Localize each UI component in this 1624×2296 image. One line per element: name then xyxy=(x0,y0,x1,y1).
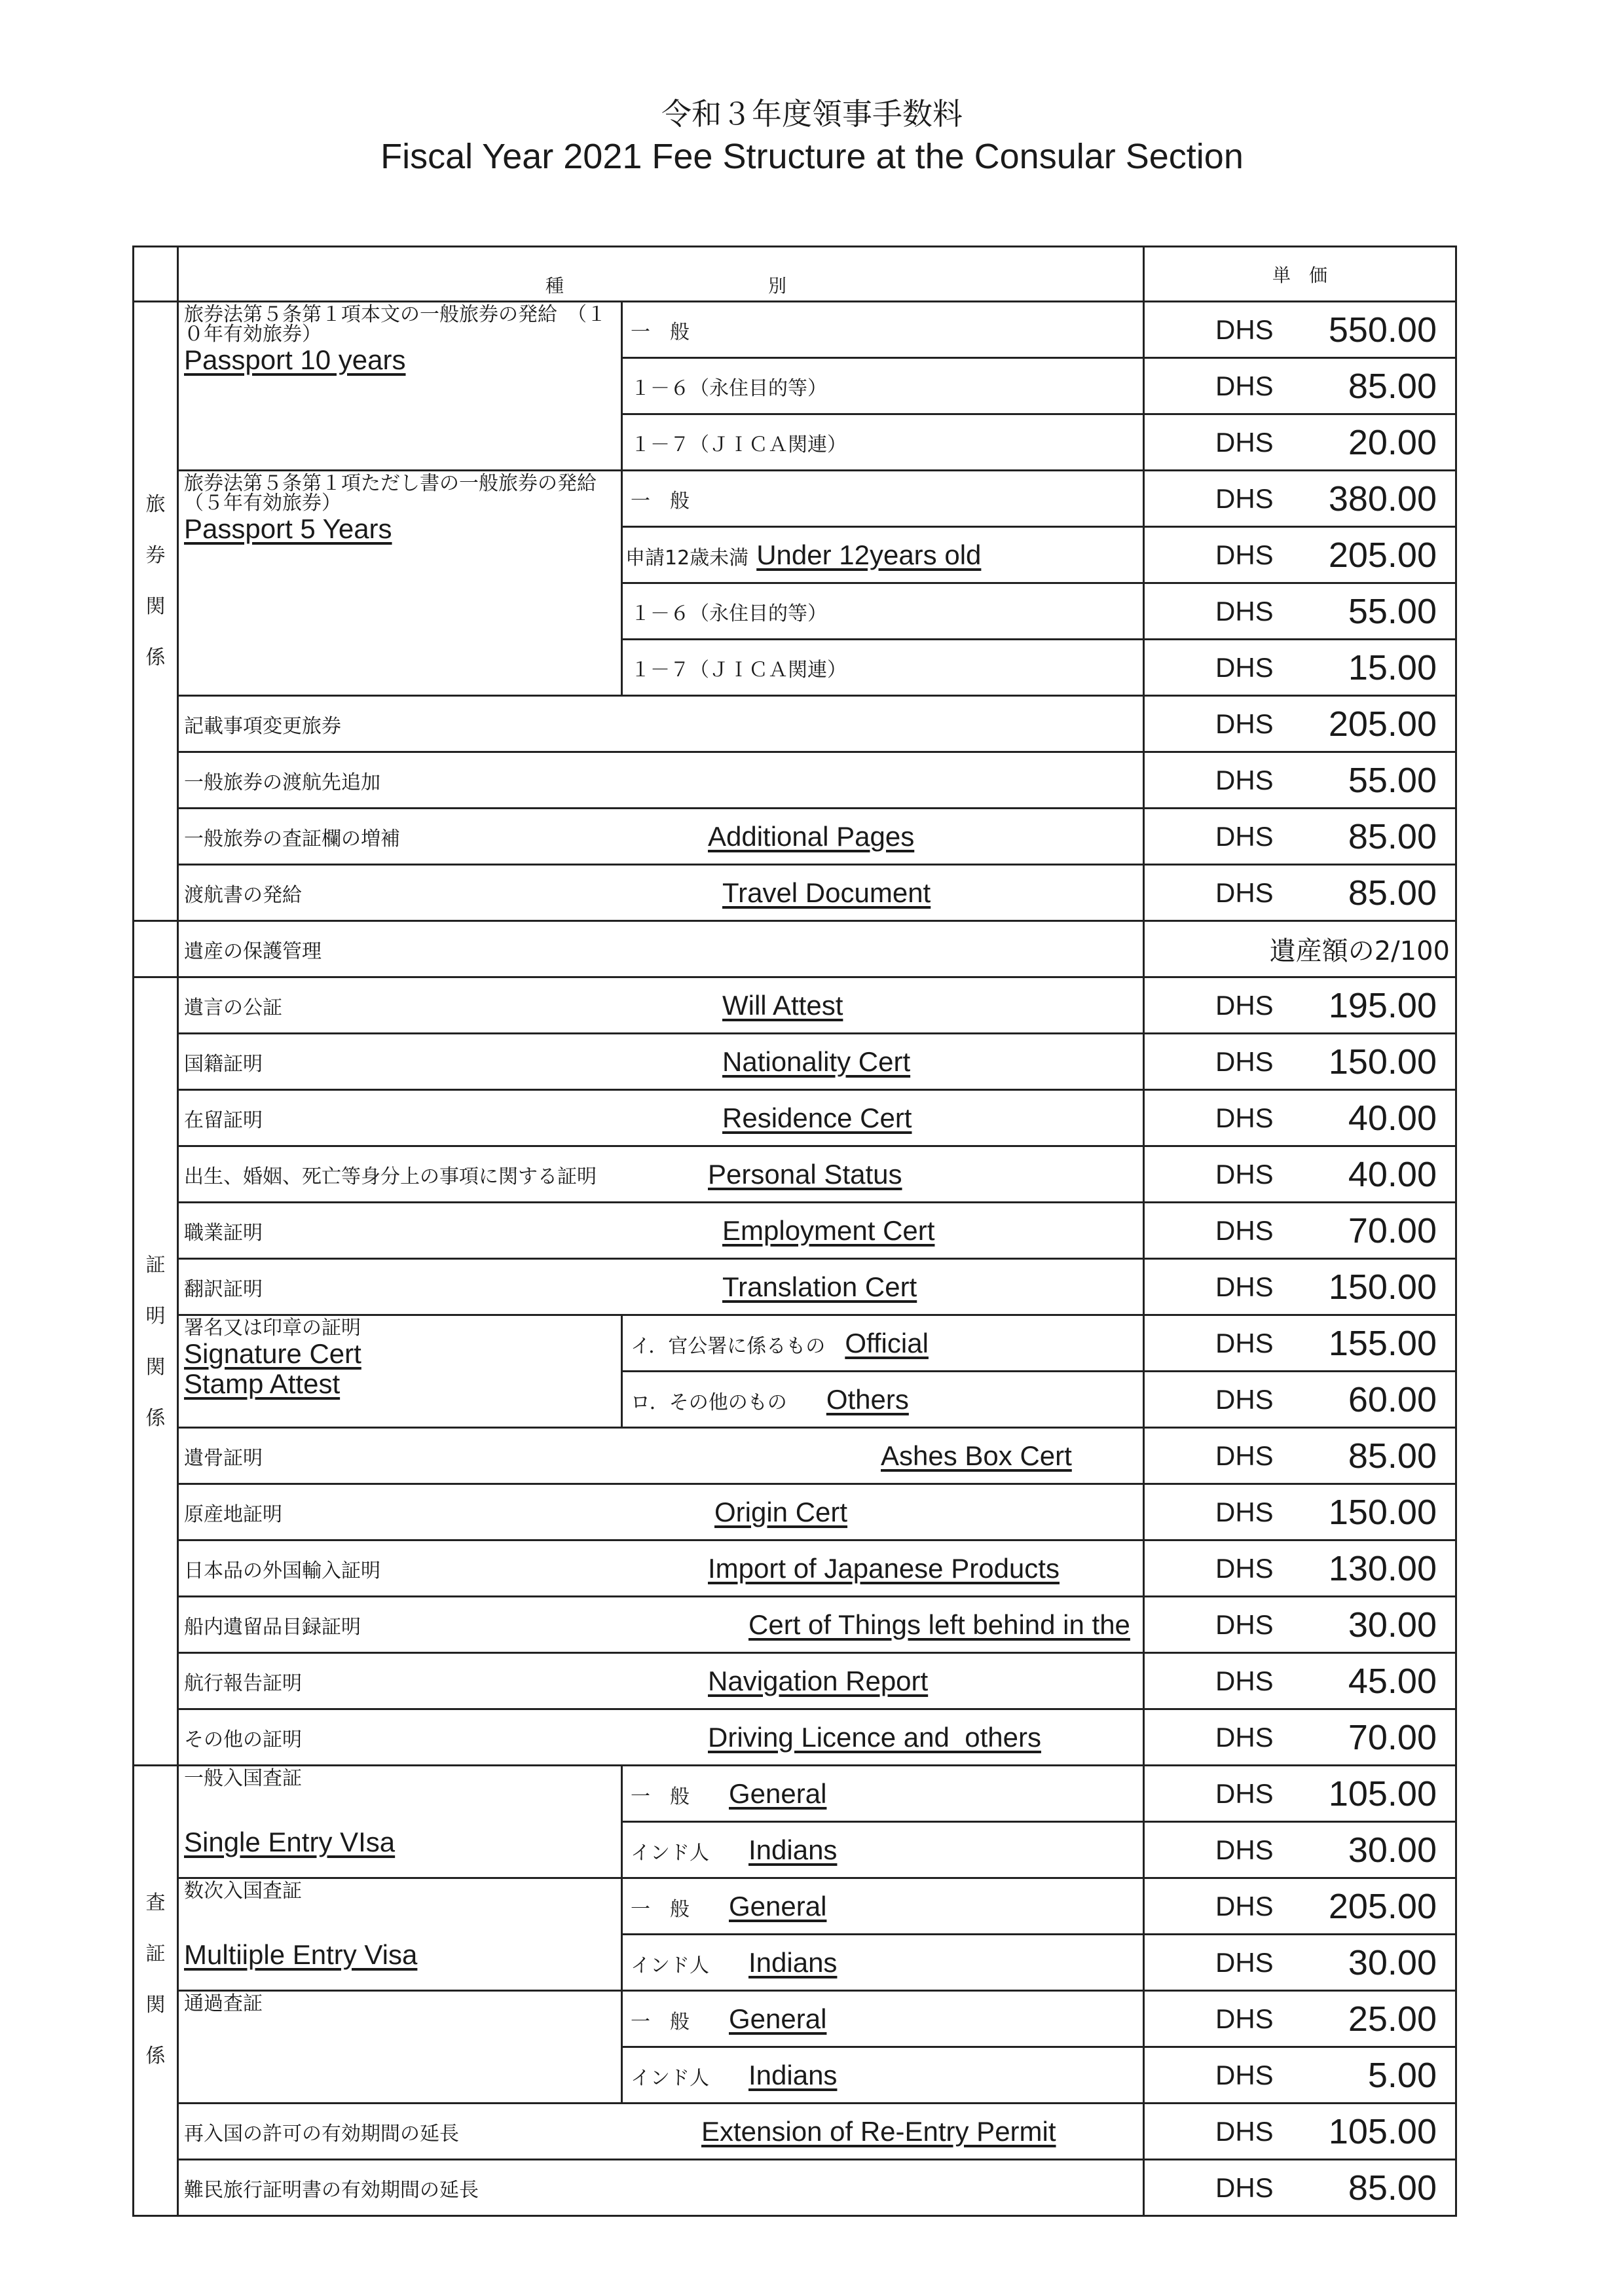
sub-jp: 一 般 xyxy=(631,1785,690,1808)
sub-jp: 申請12歳未満 xyxy=(625,546,749,570)
price-cell xyxy=(1144,1935,1456,1991)
table-row xyxy=(134,1259,1456,1315)
table-row xyxy=(134,1709,1456,1766)
price-cell xyxy=(1144,302,1456,358)
price-amount: 55.00 xyxy=(1348,591,1437,631)
item-jp: 一般旅券の査証欄の増補 xyxy=(184,827,400,850)
currency-label: DHS xyxy=(1215,708,1274,739)
currency-label: DHS xyxy=(1215,595,1274,627)
item-jp: 航行報告証明 xyxy=(184,1671,302,1695)
table-row xyxy=(134,921,1456,977)
reentry-item xyxy=(178,2104,1144,2160)
table-row xyxy=(134,696,1456,752)
cert-item xyxy=(178,1653,1144,1709)
price-cell xyxy=(1144,1090,1456,1146)
table-row xyxy=(134,1203,1456,1259)
price-amount: 85.00 xyxy=(1348,873,1437,913)
price-amount: 30.00 xyxy=(1348,1830,1437,1870)
group-char: 係 xyxy=(145,646,166,669)
group-label-visa xyxy=(134,1766,178,2216)
currency-label: DHS xyxy=(1215,1158,1274,1190)
visa-sub xyxy=(622,2047,1144,2104)
price-cell xyxy=(1144,1203,1456,1259)
sub-en: General xyxy=(729,2003,827,2034)
price-amount: 45.00 xyxy=(1348,1661,1437,1701)
cert-item xyxy=(178,1203,1144,1259)
passport-other-item: 記載事項変更旅券 xyxy=(178,696,1144,752)
header-corner xyxy=(134,247,178,302)
table-row xyxy=(134,1766,1456,1822)
currency-label: DHS xyxy=(1215,764,1274,795)
visa-jp: 通過査証 xyxy=(184,1992,263,2015)
table-row xyxy=(134,1878,1456,1935)
sub-jp: インド人 xyxy=(631,1841,709,1865)
cert-item xyxy=(178,1259,1144,1315)
price-amount: 60.00 xyxy=(1348,1379,1437,1419)
price-amount: 25.00 xyxy=(1348,1999,1437,2039)
price-amount: 70.00 xyxy=(1348,1211,1437,1250)
currency-label: DHS xyxy=(1215,1721,1274,1753)
table-row xyxy=(134,471,1456,527)
group-char: 関 xyxy=(145,1356,166,1379)
visa-jp: 数次入国査証 xyxy=(184,1880,302,1903)
item-jp: 職業証明 xyxy=(184,1221,263,1245)
item-en: Translation Cert xyxy=(722,1271,917,1302)
currency-label: DHS xyxy=(1215,651,1274,683)
currency-label: DHS xyxy=(1215,1890,1274,1922)
item-jp: 再入国の許可の有効期間の延長 xyxy=(184,2122,459,2145)
price-cell xyxy=(1144,977,1456,1034)
price-cell xyxy=(1144,2160,1456,2216)
item-jp: その他の証明 xyxy=(184,1728,302,1751)
cert-item xyxy=(178,1484,1144,1540)
table-row xyxy=(134,865,1456,921)
passport5-item xyxy=(178,471,655,696)
passport-other-item xyxy=(178,809,1144,865)
price-cell xyxy=(1144,1315,1456,1372)
visa-item xyxy=(178,1766,622,1878)
sub-jp: インド人 xyxy=(631,1954,709,1977)
item-jp: 遺骨証明 xyxy=(184,1446,263,1470)
price-cell xyxy=(1144,1653,1456,1709)
currency-label: DHS xyxy=(1215,370,1274,401)
passport10-item xyxy=(178,302,622,471)
item-en: Nationality Cert xyxy=(722,1046,911,1077)
price-cell xyxy=(1144,1991,1456,2047)
price-cell xyxy=(1144,1766,1456,1822)
passport5-jp: 旅券法第５条第１項ただし書の一般旅券の発給 （５年有効旅券） xyxy=(184,472,655,515)
sub-en: Indians xyxy=(748,1834,838,1865)
table-row xyxy=(134,1653,1456,1709)
price-amount: 205.00 xyxy=(1328,1886,1437,1926)
currency-label: DHS xyxy=(1215,1214,1274,1246)
group-char: 明 xyxy=(145,1305,166,1328)
group-label-empty xyxy=(134,921,178,977)
price-cell xyxy=(1144,865,1456,921)
table-row xyxy=(134,1146,1456,1203)
price-amount: 30.00 xyxy=(1348,1942,1437,1982)
sub-jp: インド人 xyxy=(631,2066,709,2090)
price-amount: 85.00 xyxy=(1348,2168,1437,2208)
price-amount: 55.00 xyxy=(1348,760,1437,800)
table-row xyxy=(134,302,1456,358)
currency-label: DHS xyxy=(1215,989,1274,1021)
currency-label: DHS xyxy=(1215,1665,1274,1696)
currency-label: DHS xyxy=(1215,2115,1274,2147)
sub-jp: 一 般 xyxy=(631,489,690,513)
passport10-sub: １－７（ＪＩＣＡ関連） xyxy=(622,414,1144,471)
item-jp: 原産地証明 xyxy=(184,1503,282,1526)
price-cell xyxy=(1144,414,1456,471)
price-amount: 85.00 xyxy=(1348,816,1437,856)
signature-item xyxy=(178,1315,622,1428)
sub-en: Under 12years old xyxy=(756,539,982,570)
price-amount: 205.00 xyxy=(1328,535,1437,575)
table-row xyxy=(134,752,1456,809)
price-cell xyxy=(1144,1709,1456,1766)
price-cell xyxy=(1144,809,1456,865)
price-amount: 85.00 xyxy=(1348,1436,1437,1476)
table-row xyxy=(134,1540,1456,1597)
price-amount: 150.00 xyxy=(1328,1042,1437,1082)
table-row xyxy=(134,1597,1456,1653)
item-en: Cert of Things left behind in the xyxy=(748,1609,1130,1640)
price-cell xyxy=(1144,752,1456,809)
price-amount: 195.00 xyxy=(1328,985,1437,1025)
price-cell xyxy=(1144,1146,1456,1203)
price-amount: 380.00 xyxy=(1328,479,1437,519)
currency-label: DHS xyxy=(1215,483,1274,514)
price-cell xyxy=(1144,1484,1456,1540)
price-cell xyxy=(1144,1822,1456,1878)
item-en: Employment Cert xyxy=(722,1214,935,1246)
item-jp: 在留証明 xyxy=(184,1108,263,1132)
sub-jp: ロ．その他のもの xyxy=(631,1391,787,1414)
group-char: 券 xyxy=(145,544,166,567)
price-amount: 40.00 xyxy=(1348,1098,1437,1138)
currency-label: DHS xyxy=(1215,1102,1274,1133)
passport-other-item: 一般旅券の渡航先追加 xyxy=(178,752,1144,809)
price-cell xyxy=(1144,2047,1456,2104)
item-en: Personal Status xyxy=(708,1158,902,1190)
currency-label: DHS xyxy=(1215,1271,1274,1302)
signature-en1: Signature Cert xyxy=(184,1338,361,1369)
currency-label: DHS xyxy=(1215,877,1274,908)
sub-jp: 一 般 xyxy=(631,1897,690,1921)
item-jp: 出生、婚姻、死亡等身分上の事項に関する証明 xyxy=(184,1165,597,1188)
visa-en: Multiiple Entry Visa xyxy=(184,1939,418,1970)
price-cell xyxy=(1144,1034,1456,1090)
table-row xyxy=(134,1090,1456,1146)
passport5-sub xyxy=(622,583,1144,640)
currency-label: DHS xyxy=(1215,2059,1274,2090)
group-char: 係 xyxy=(145,1407,166,1430)
sub-en: Official xyxy=(845,1327,929,1358)
visa-sub xyxy=(622,1878,1144,1935)
passport10-sub: 一 般 xyxy=(622,302,1144,358)
item-jp: 船内遺留品目録証明 xyxy=(184,1615,361,1639)
table-row xyxy=(134,1484,1456,1540)
item-en: Extension of Re-Entry Permit xyxy=(701,2115,1056,2147)
group-char: 係 xyxy=(145,2045,166,2068)
estate-value: 遺産額の2/100 xyxy=(1144,921,1456,977)
visa-en: Single Entry VIsa xyxy=(184,1827,396,1857)
currency-label: DHS xyxy=(1215,1834,1274,1865)
price-amount: 155.00 xyxy=(1328,1323,1437,1363)
table-header-row xyxy=(134,247,1456,302)
item-en: Ashes Box Cert xyxy=(881,1440,1072,1471)
price-cell xyxy=(1144,527,1456,583)
price-cell xyxy=(1144,2104,1456,2160)
currency-label: DHS xyxy=(1215,1552,1274,1584)
header-kind xyxy=(178,247,1144,302)
sub-jp: １－７（ＪＩＣＡ関連） xyxy=(631,658,847,682)
item-en: Residence Cert xyxy=(722,1102,912,1133)
table-row xyxy=(134,1034,1456,1090)
currency-label: DHS xyxy=(1215,2172,1274,2203)
sub-en: General xyxy=(729,1890,827,1922)
passport10-en: Passport 10 years xyxy=(184,344,406,375)
document-title-en: Fiscal Year 2021 Fee Structure at the Consular Section xyxy=(380,137,1244,176)
refugee-item: 難民旅行証明書の有効期間の延長 xyxy=(178,2160,1144,2216)
table-row xyxy=(134,1315,1456,1372)
cert-item xyxy=(178,1428,1144,1484)
cert-item xyxy=(178,1540,1144,1597)
currency-label: DHS xyxy=(1215,539,1274,570)
currency-label: DHS xyxy=(1215,820,1274,852)
visa-sub xyxy=(622,1991,1144,2047)
price-amount: 15.00 xyxy=(1348,647,1437,687)
item-jp: 遺言の公証 xyxy=(184,996,282,1019)
item-en: Navigation Report xyxy=(708,1665,929,1696)
price-cell xyxy=(1144,640,1456,696)
item-en: Import of Japanese Products xyxy=(708,1552,1060,1584)
price-amount: 130.00 xyxy=(1328,1548,1437,1588)
passport5-sub xyxy=(622,640,1144,696)
price-cell xyxy=(1144,696,1456,752)
visa-sub xyxy=(622,1766,1144,1822)
visa-jp: 一般入国査証 xyxy=(184,1767,302,1790)
sub-en: General xyxy=(729,1777,827,1809)
table-row xyxy=(134,2104,1456,2160)
currency-label: DHS xyxy=(1215,1046,1274,1077)
currency-label: DHS xyxy=(1215,1327,1274,1358)
passport5-sub xyxy=(622,527,1144,583)
group-char: 証 xyxy=(145,1254,166,1277)
header-kind-char2: 別 xyxy=(768,275,787,297)
currency-label: DHS xyxy=(1215,1777,1274,1809)
price-cell xyxy=(1144,1597,1456,1653)
visa-sub xyxy=(622,1935,1144,1991)
header-kind-char1: 種 xyxy=(545,275,564,297)
signature-jp: 署名又は印章の証明 xyxy=(184,1317,361,1339)
price-amount: 150.00 xyxy=(1328,1267,1437,1307)
group-char: 証 xyxy=(145,1942,166,1965)
passport-other-item xyxy=(178,865,1144,921)
price-cell xyxy=(1144,1259,1456,1315)
currency-label: DHS xyxy=(1215,1609,1274,1640)
signature-en2: Stamp Attest xyxy=(184,1368,341,1400)
signature-sub xyxy=(622,1372,1144,1428)
currency-label: DHS xyxy=(1215,1946,1274,1978)
sub-en: Others xyxy=(826,1383,909,1415)
group-char: 査 xyxy=(145,1891,166,1914)
cert-item xyxy=(178,1034,1144,1090)
price-cell xyxy=(1144,1428,1456,1484)
price-amount: 5.00 xyxy=(1367,2055,1437,2095)
price-amount: 40.00 xyxy=(1348,1154,1437,1194)
item-en: Additional Pages xyxy=(708,820,915,852)
price-amount: 150.00 xyxy=(1328,1492,1437,1532)
cert-item xyxy=(178,1597,1144,1653)
passport10-sub: １－６（永住目的等） xyxy=(622,358,1144,414)
group-char: 関 xyxy=(145,1994,166,2016)
item-en: Driving Licence and others xyxy=(708,1721,1041,1753)
price-amount: 30.00 xyxy=(1348,1605,1437,1645)
item-jp: 国籍証明 xyxy=(184,1052,263,1076)
price-amount: 70.00 xyxy=(1348,1717,1437,1757)
price-amount: 20.00 xyxy=(1348,422,1437,462)
group-char: 旅 xyxy=(145,493,166,516)
item-en: Will Attest xyxy=(722,989,843,1021)
group-char: 関 xyxy=(145,595,166,618)
cert-item xyxy=(178,1146,1144,1203)
price-cell xyxy=(1144,471,1456,527)
visa-item xyxy=(178,1991,622,2104)
price-cell xyxy=(1144,358,1456,414)
signature-sub xyxy=(622,1315,1144,1372)
item-en: Origin Cert xyxy=(714,1496,848,1527)
passport5-sub xyxy=(622,471,1144,527)
price-cell xyxy=(1144,1540,1456,1597)
cert-item xyxy=(178,1090,1144,1146)
table-row xyxy=(134,1428,1456,1484)
visa-sub xyxy=(622,1822,1144,1878)
sub-jp: イ．官公署に係るもの xyxy=(631,1334,826,1358)
currency-label: DHS xyxy=(1215,1496,1274,1527)
passport10-jp: 旅券法第５条第１項本文の一般旅券の発給 （１０年有効旅券） xyxy=(184,303,606,346)
sub-en: Indians xyxy=(748,1946,838,1978)
currency-label: DHS xyxy=(1215,2003,1274,2034)
group-label-passport xyxy=(134,302,178,921)
header-price: 単 価 xyxy=(1144,247,1456,302)
passport5-en: Passport 5 Years xyxy=(184,513,392,544)
currency-label: DHS xyxy=(1215,426,1274,458)
price-cell xyxy=(1144,1878,1456,1935)
price-cell xyxy=(1144,1372,1456,1428)
price-amount: 105.00 xyxy=(1328,1774,1437,1813)
table-row xyxy=(134,977,1456,1034)
cert-item xyxy=(178,977,1144,1034)
price-amount: 550.00 xyxy=(1328,310,1437,350)
item-jp: 翻訳証明 xyxy=(184,1277,263,1301)
table-row xyxy=(134,809,1456,865)
table-row xyxy=(134,2160,1456,2216)
item-jp: 渡航書の発給 xyxy=(184,883,302,907)
document-title-jp: 令和３年度領事手数料 xyxy=(661,96,963,132)
group-label-cert xyxy=(134,977,178,1766)
item-jp: 日本品の外国輸入証明 xyxy=(184,1559,380,1582)
sub-en: Indians xyxy=(748,2059,838,2090)
price-cell xyxy=(1144,583,1456,640)
currency-label: DHS xyxy=(1215,314,1274,345)
fee-table xyxy=(132,246,1457,2217)
visa-item xyxy=(178,1878,622,1991)
price-amount: 85.00 xyxy=(1348,366,1437,406)
table-row xyxy=(134,1991,1456,2047)
price-amount: 205.00 xyxy=(1328,704,1437,744)
sub-jp: １－６（永住目的等） xyxy=(631,602,827,625)
currency-label: DHS xyxy=(1215,1440,1274,1471)
sub-jp: 一 般 xyxy=(631,2010,690,2033)
estate-item: 遺産の保護管理 xyxy=(178,921,1144,977)
price-amount: 105.00 xyxy=(1328,2111,1437,2151)
item-en: Travel Document xyxy=(722,877,931,908)
currency-label: DHS xyxy=(1215,1383,1274,1415)
cert-item xyxy=(178,1709,1144,1766)
